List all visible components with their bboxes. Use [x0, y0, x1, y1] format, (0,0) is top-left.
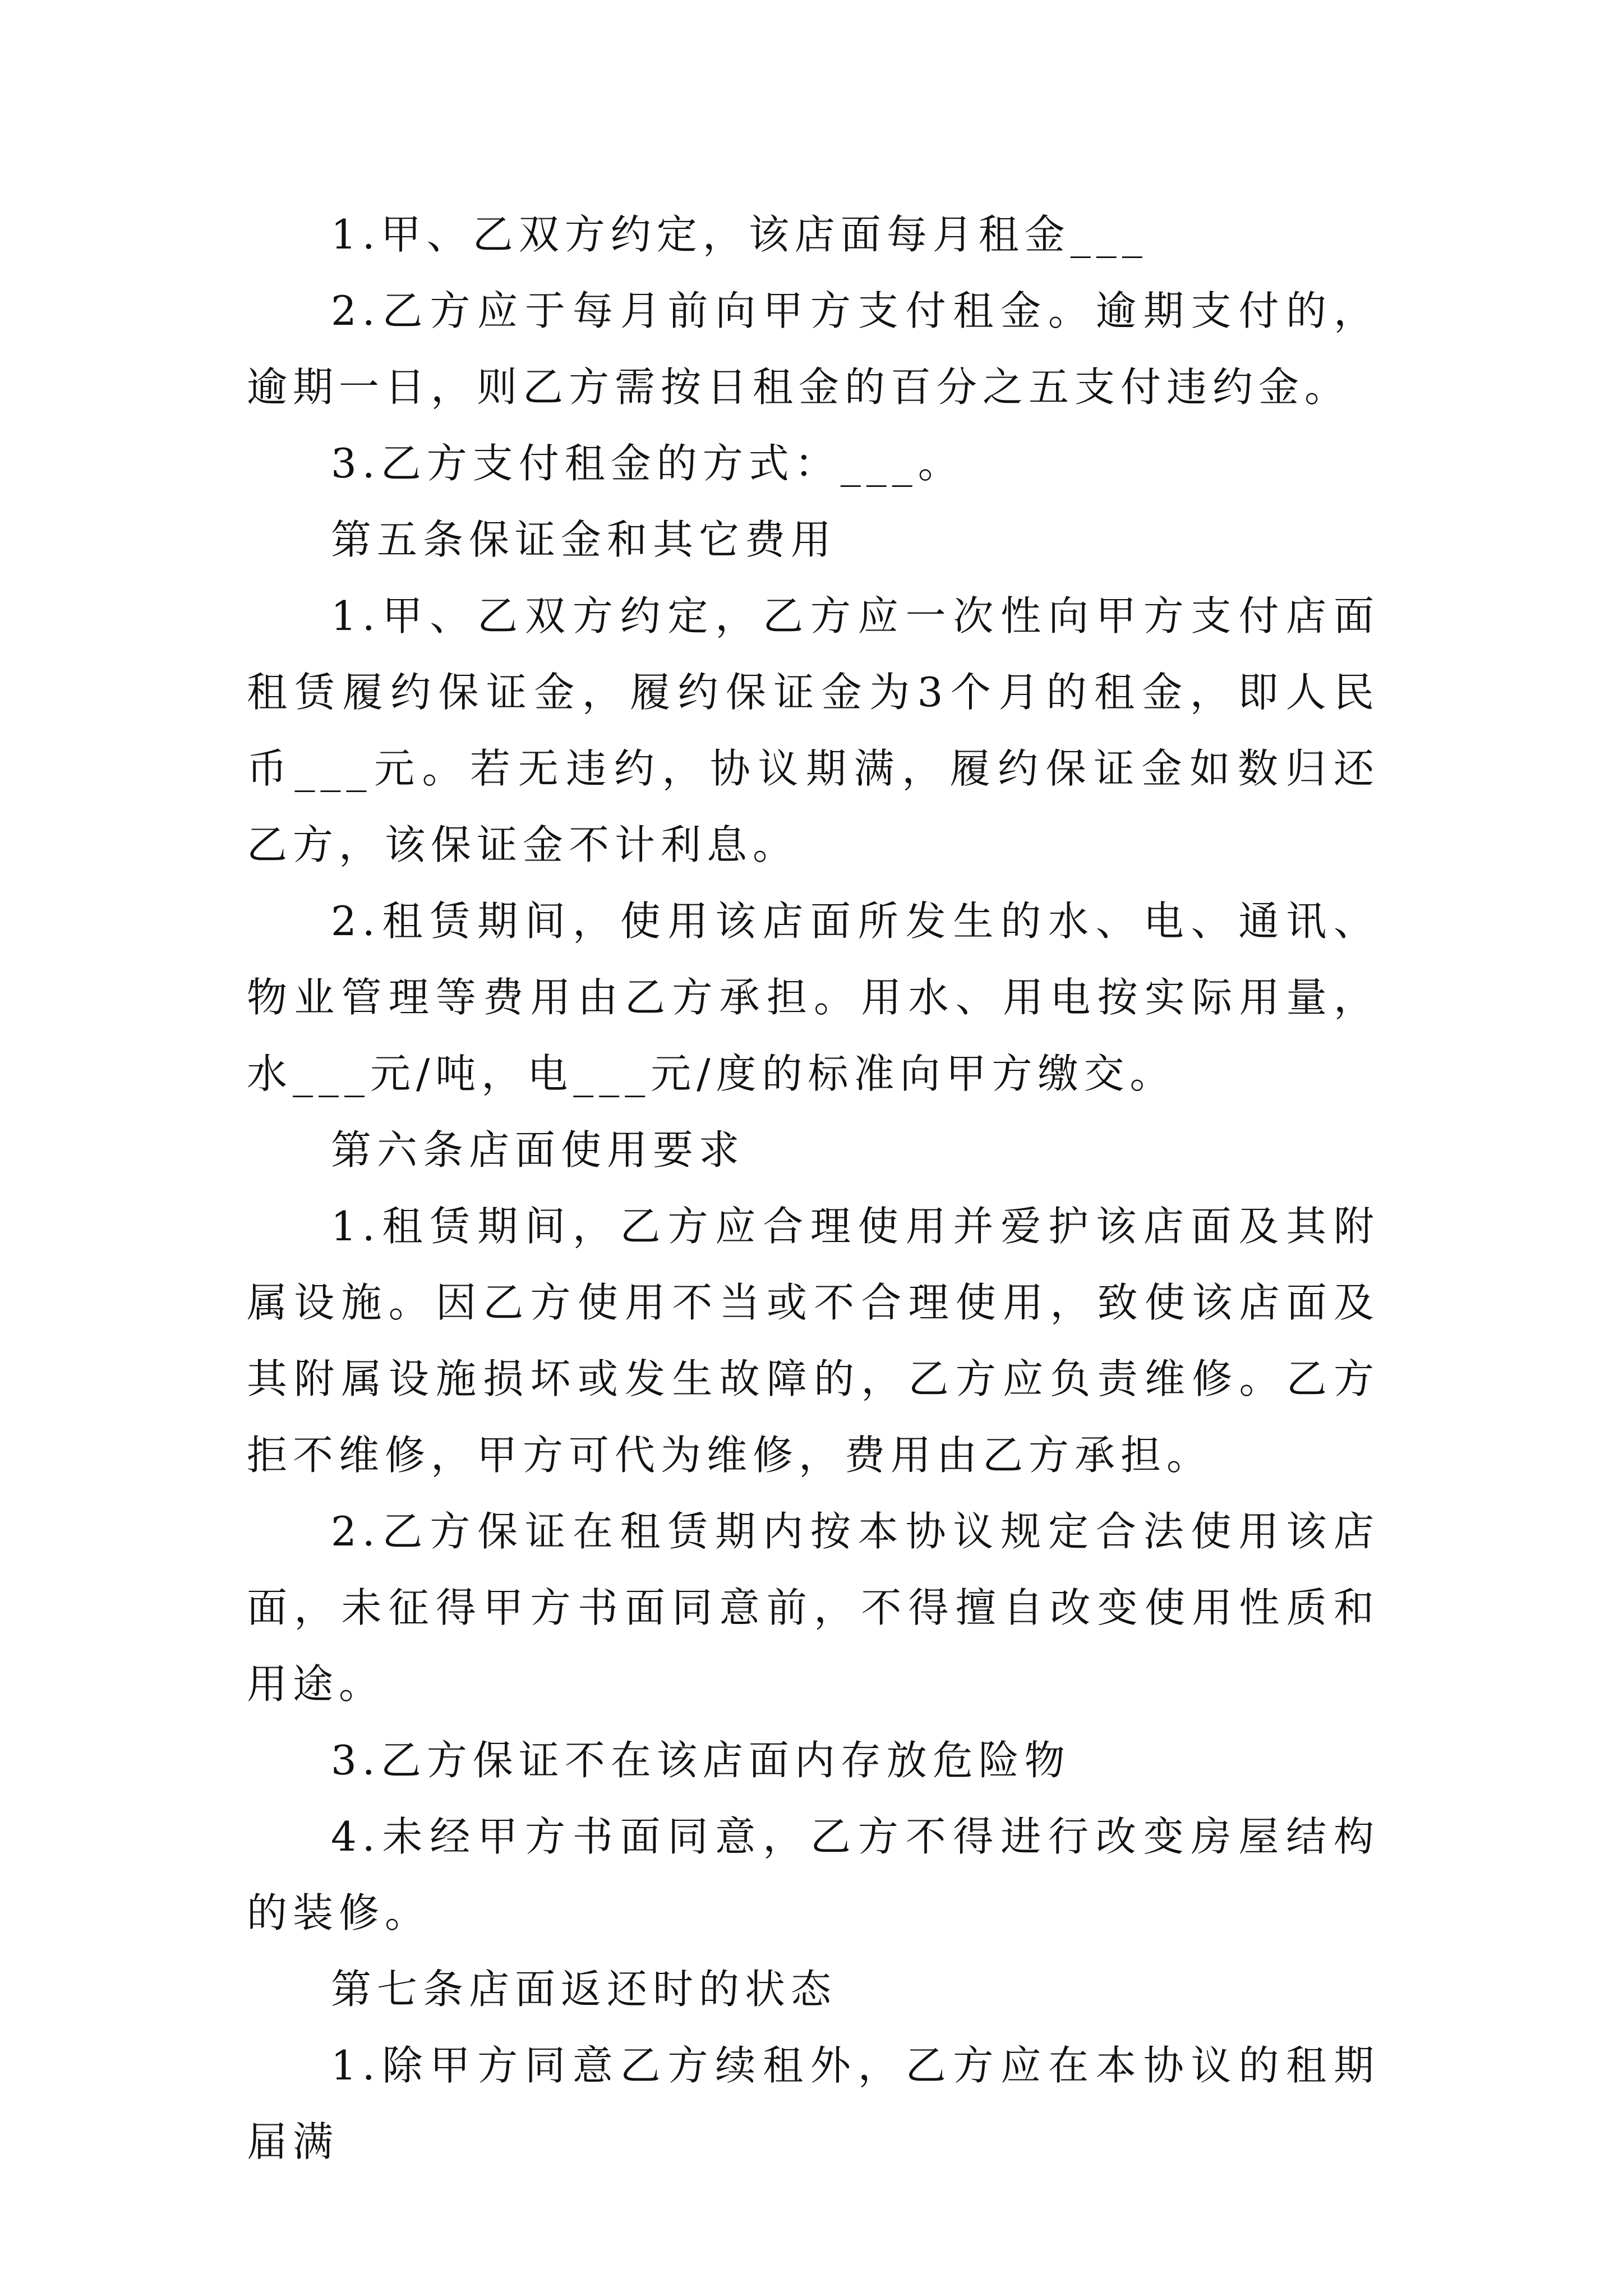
document-body: [247, 196, 1380, 2180]
clause-6-heading: 第六条店面使用要求: [331, 1126, 745, 1174]
clause-5-heading: 第五条保证金和其它费用: [331, 516, 837, 563]
clause-6-item-4: 4.未经甲方书面同意，乙方不得进行改变房屋结构的装修。: [247, 1813, 1380, 1936]
clause-6-item-2: 2.乙方保证在租赁期内按本协议规定合法使用该店面，未征得甲方书面同意前，不得擅自改变使用性质和用途。: [247, 1508, 1380, 1708]
clause-4-item-3: 3.乙方支付租金的方式：___。: [331, 440, 964, 487]
clause-5-item-1: 1.甲、乙双方约定，乙方应一次性向甲方支付店面租赁履约保证金，履约保证金为3个月的租金，即人民币___元。若无违约，协议期满，履约保证金如数归还乙方，该保证金不计利息。: [247, 592, 1380, 868]
clause-7-heading: 第七条店面返还时的状态: [331, 1966, 837, 2013]
clause-4-item-1: 1.甲、乙双方约定，该店面每月租金___: [331, 211, 1148, 258]
clause-6-item-3: 3.乙方保证不在该店面内存放危险物: [331, 1737, 1071, 1784]
clause-6-item-1: 1.租赁期间，乙方应合理使用并爱护该店面及其附属设施。因乙方使用不当或不合理使用，致使该店面及其附属设施损坏或发生故障的，乙方应负责维修。乙方拒不维修，甲方可代为维修，费用由乙方承担。: [247, 1203, 1380, 1479]
clause-4-item-2: 2.乙方应于每月前向甲方支付租金。逾期支付的，逾期一日，则乙方需按日租金的百分之五支付违约金。: [247, 287, 1380, 411]
clause-5-item-2: 2.租赁期间，使用该店面所发生的水、电、通讯、物业管理等费用由乙方承担。用水、用电按实际用量，水___元/吨，电___元/度的标准向甲方缴交。: [247, 898, 1380, 1097]
clause-7-item-1: 1.除甲方同意乙方续租外，乙方应在本协议的租期届满: [247, 2042, 1380, 2165]
